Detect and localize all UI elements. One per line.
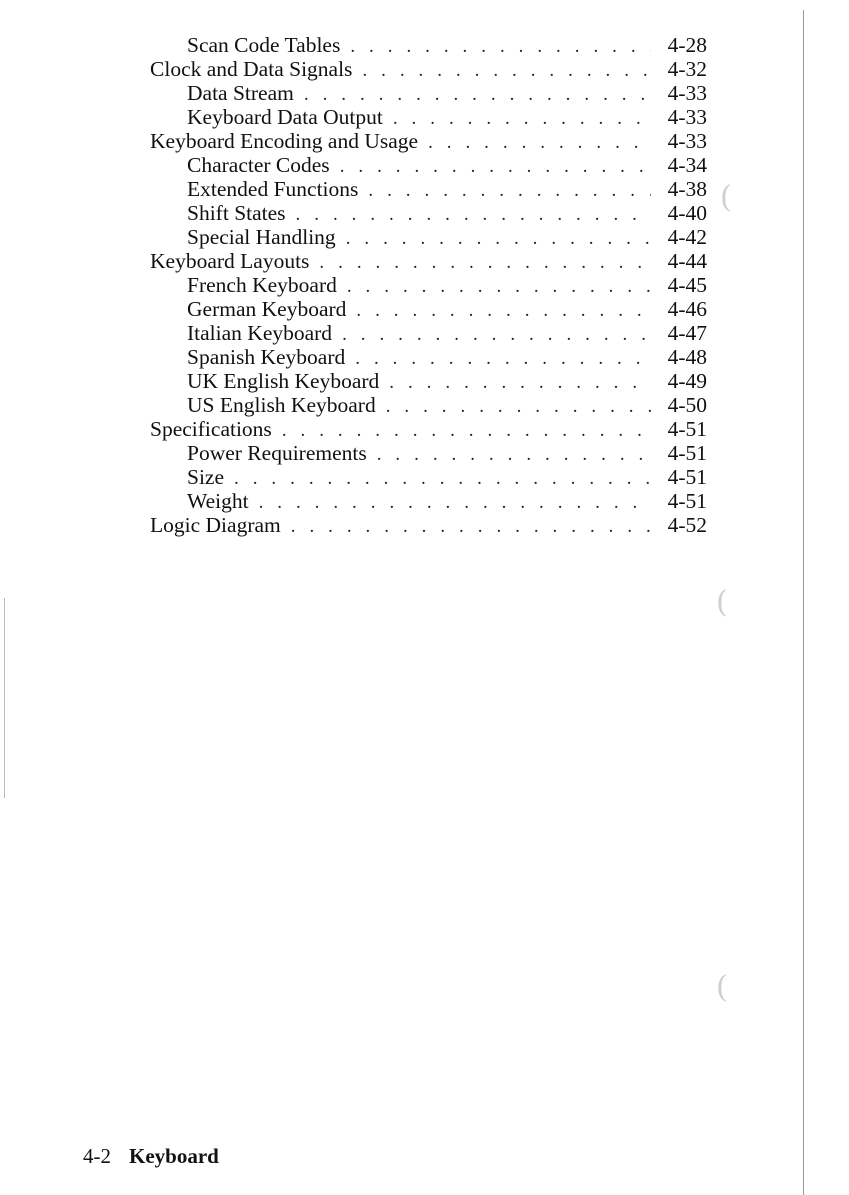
page-number: 4-2 (83, 1144, 111, 1168)
toc-entry[interactable] (150, 57, 707, 81)
dot-leader (377, 443, 651, 467)
toc-entry-page: 4-50 (667, 393, 707, 417)
toc-entry-title: Special Handling (187, 225, 336, 249)
page-footer (83, 1144, 219, 1169)
toc-entry[interactable] (150, 81, 707, 105)
toc-entry-page: 4-46 (667, 297, 707, 321)
section-title: Keyboard (129, 1144, 219, 1168)
toc-entry-page: 4-33 (667, 105, 707, 129)
toc-entry[interactable] (150, 417, 707, 441)
toc-entry-title: Shift States (187, 201, 286, 225)
dot-leader (428, 131, 651, 155)
table-of-contents (150, 33, 707, 537)
toc-entry-page: 4-28 (667, 33, 707, 57)
toc-entry-title: Spanish Keyboard (187, 345, 346, 369)
toc-entry-page: 4-42 (667, 225, 707, 249)
toc-entry-title: Keyboard Layouts (150, 249, 310, 273)
toc-entry[interactable] (150, 33, 707, 57)
toc-entry-page: 4-34 (667, 153, 707, 177)
dot-leader (319, 251, 651, 275)
scan-margin-line (4, 598, 5, 798)
toc-entry-title: Scan Code Tables (187, 33, 341, 57)
toc-entry[interactable] (150, 489, 707, 513)
toc-entry-page: 4-33 (667, 129, 707, 153)
toc-entry-page: 4-32 (667, 57, 707, 81)
toc-entry-page: 4-38 (667, 177, 707, 201)
dot-leader (386, 395, 651, 419)
dot-leader (389, 371, 651, 395)
dot-leader (347, 275, 651, 299)
toc-entry-page: 4-40 (667, 201, 707, 225)
dot-leader (291, 515, 651, 539)
toc-entry-title: Power Requirements (187, 441, 367, 465)
toc-entry-title: Keyboard Encoding and Usage (150, 129, 419, 153)
dot-leader (356, 299, 651, 323)
toc-entry[interactable] (150, 105, 707, 129)
scan-artifact-mark: ( (720, 180, 732, 215)
toc-entry-page: 4-52 (667, 513, 707, 537)
dot-leader (346, 227, 651, 251)
toc-entry-page: 4-47 (667, 321, 707, 345)
toc-entry-title: Size (187, 465, 225, 489)
dot-leader (340, 155, 651, 179)
dot-leader (304, 83, 651, 107)
toc-entry-title: French Keyboard (187, 273, 337, 297)
dot-leader (234, 467, 651, 491)
toc-entry-title: Data Stream (187, 81, 294, 105)
dot-leader (342, 323, 651, 347)
page-edge-line (803, 10, 804, 1195)
toc-entry-title: Specifications (150, 417, 272, 441)
toc-entry[interactable] (150, 369, 707, 393)
toc-entry[interactable] (150, 177, 707, 201)
toc-entry-title: Keyboard Data Output (187, 105, 383, 129)
dot-leader (362, 59, 651, 83)
scan-artifact-mark: ( (716, 585, 728, 620)
toc-entry-title: Clock and Data Signals (150, 57, 353, 81)
toc-entry[interactable] (150, 153, 707, 177)
toc-entry-page: 4-33 (667, 81, 707, 105)
toc-entry[interactable] (150, 465, 707, 489)
toc-entry[interactable] (150, 129, 707, 153)
toc-entry-page: 4-45 (667, 273, 707, 297)
dot-leader (393, 107, 651, 131)
toc-entry[interactable] (150, 273, 707, 297)
toc-entry-page: 4-51 (667, 489, 707, 513)
toc-entry-page: 4-51 (667, 465, 707, 489)
toc-entry-page: 4-49 (667, 369, 707, 393)
scan-artifact-mark: ( (716, 970, 728, 1005)
dot-leader (259, 491, 651, 515)
toc-entry-title: German Keyboard (187, 297, 347, 321)
toc-entry[interactable] (150, 249, 707, 273)
toc-entry-title: Italian Keyboard (187, 321, 333, 345)
toc-entry-page: 4-51 (667, 441, 707, 465)
toc-entry[interactable] (150, 513, 707, 537)
toc-entry[interactable] (150, 297, 707, 321)
dot-leader (350, 35, 651, 59)
dot-leader (296, 203, 651, 227)
toc-entry[interactable] (150, 345, 707, 369)
toc-entry-title: Character Codes (187, 153, 330, 177)
dot-leader (355, 347, 651, 371)
toc-entry[interactable] (150, 321, 707, 345)
toc-entry-title: Weight (187, 489, 249, 513)
toc-entry-page: 4-44 (667, 249, 707, 273)
toc-entry-title: Extended Functions (187, 177, 359, 201)
toc-entry-title: US English Keyboard (187, 393, 376, 417)
toc-entry[interactable] (150, 441, 707, 465)
toc-entry-page: 4-48 (667, 345, 707, 369)
toc-entry[interactable] (150, 201, 707, 225)
toc-entry-title: Logic Diagram (150, 513, 281, 537)
toc-entry[interactable] (150, 393, 707, 417)
toc-entry[interactable] (150, 225, 707, 249)
dot-leader (282, 419, 651, 443)
toc-entry-page: 4-51 (667, 417, 707, 441)
toc-entry-title: UK English Keyboard (187, 369, 380, 393)
dot-leader (368, 179, 651, 203)
